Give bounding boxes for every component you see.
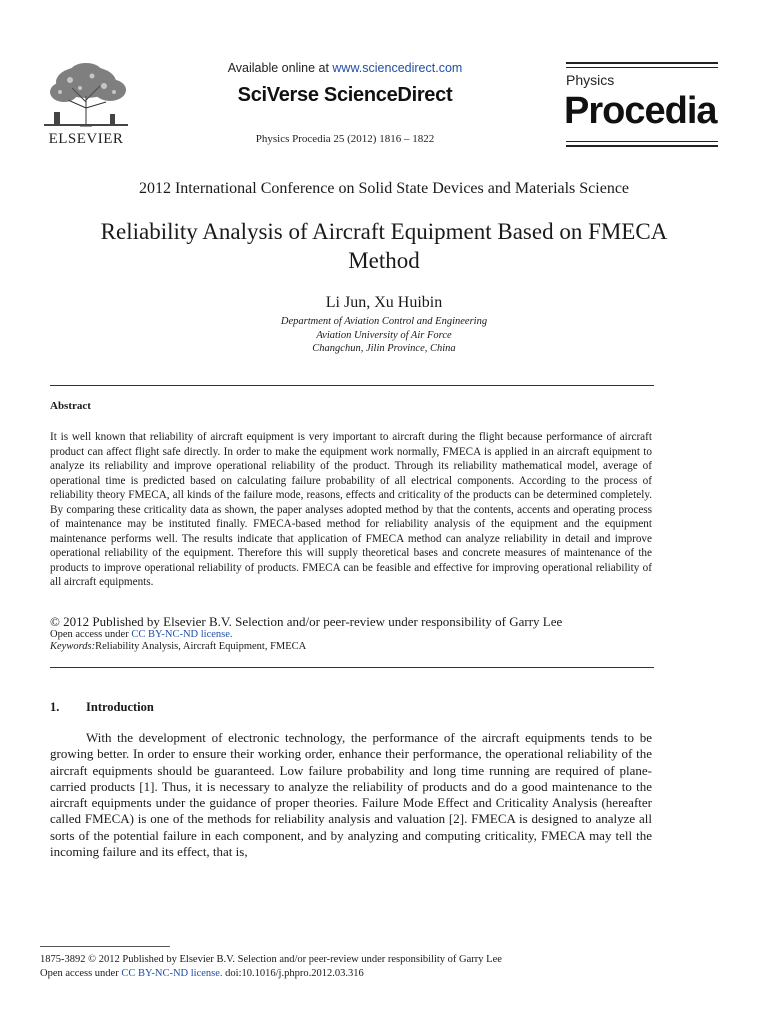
keywords-values: Reliability Analysis, Aircraft Equipment, FMECA [95,641,307,652]
section-title: Introduction [86,700,154,714]
affiliation-line: Changchun, Jilin Province, China [312,343,456,354]
brand-rule [566,62,718,64]
abstract-text: It is well known that reliability of aircraft equipment is very important to aircraft during the flight because performance of aircraft product can affect flight safe directly. In order to make the equipment work normally, FMECA is applied in an aircraft equipment to analyze its reliability and improve operational reliability of the product. Through its reliability mathematical model, average of operational time is predicted based on calculating failure probability of all electrical components. According to the process of reliability theory FMECA, all kinds of the failure mode, reasons, effects and criticality of the products can be determined completely. By comparing these criticality data as shown, the paper analyses adopted method by that the contents, accents and operating process of maintenance may be instituted finally. FMECA-based method for reliability analysis of the equipment and the equipment maintenance performs well. The results indicate that application of FMECA method can analyze reliability in detail and improve operational reliability of the equipment. Therefore this will supply theoretical bases and concrete measures of maintenance of the products to improve operational reliability of products. FMECA can be feasible and effective for improving operational reliability of all aircraft equipments. [50,431,652,589]
license-link[interactable]: CC BY-NC-ND license. [131,629,233,640]
affiliation-line: Aviation University of Air Force [316,329,452,341]
open-access-prefix: Open access under [50,629,129,640]
abstract-heading: Abstract [50,400,91,412]
footer-open-access-prefix: Open access under [40,968,119,979]
footer-doi: doi:10.1016/j.phpro.2012.03.316 [225,968,364,979]
footer-license-line [40,968,364,979]
brand-rule [566,145,718,147]
introduction-text: With the development of electronic technology, the performance of the aircraft equipments tends to be growing better. In order to ensure their working order, enhance their performance, the operational reliability of the aircraft equipments should be guaranteed. Low failure probability and long time running are required of plane-carried products [1]. Thus, it is necessary to analyze the reliability of products and do a good maintenance to the aircraft equipments under the guidance of proper theories. Failure Mode Effect and Criticality Analysis (hereafter called FMECA) is one of the methods for reliability analysis and valuation [2]. FMECA is designed to analyze all sorts of the potential failure in each component, and by analyzing and computing criticality, FMECA may tell the incoming failure and its effect, that is, [50,730,652,860]
paper-title [40,217,728,275]
sciencedirect-link[interactable]: www.sciencedirect.com [332,61,463,75]
section-divider [50,667,654,668]
footnote-rule [40,946,170,947]
copyright-line: © 2012 Published by Elsevier B.V. Selection and/or peer-review under responsibility of Garry Lee [50,614,563,629]
elsevier-tree-icon [40,62,132,130]
availability-line [190,61,500,75]
open-access-line [50,629,233,640]
elsevier-wordmark: ELSEVIER [48,131,124,147]
footer-copyright: 1875-3892 © 2012 Published by Elsevier B.V. Selection and/or peer-review under responsibility of Garry Lee [40,954,502,965]
brand-rule [566,141,718,142]
brand-rule [566,67,718,68]
section-divider [50,385,654,386]
keywords-label: Keywords: [50,641,96,652]
affiliation-line: Department of Aviation Control and Engineering [280,316,488,327]
journal-brand-small: Physics [566,72,615,88]
conference-name: 2012 International Conference on Solid State Devices and Materials Science [138,180,630,197]
journal-brand-large: Procedia [564,90,717,132]
keywords-line [50,641,306,652]
section-number: 1. [50,700,60,714]
title-line: Method [348,248,420,273]
platform-name: SciVerse ScienceDirect [237,84,453,106]
available-prefix: Available online at [227,61,329,75]
affiliation [40,315,728,356]
journal-reference: Physics Procedia 25 (2012) 1816 – 1822 [255,133,435,145]
introduction-heading [50,700,154,715]
authors: Li Jun, Xu Huibin [325,294,443,311]
title-line: Reliability Analysis of Aircraft Equipment Based on FMECA [100,219,668,244]
footer-license-link[interactable]: CC BY-NC-ND license. [121,968,223,979]
